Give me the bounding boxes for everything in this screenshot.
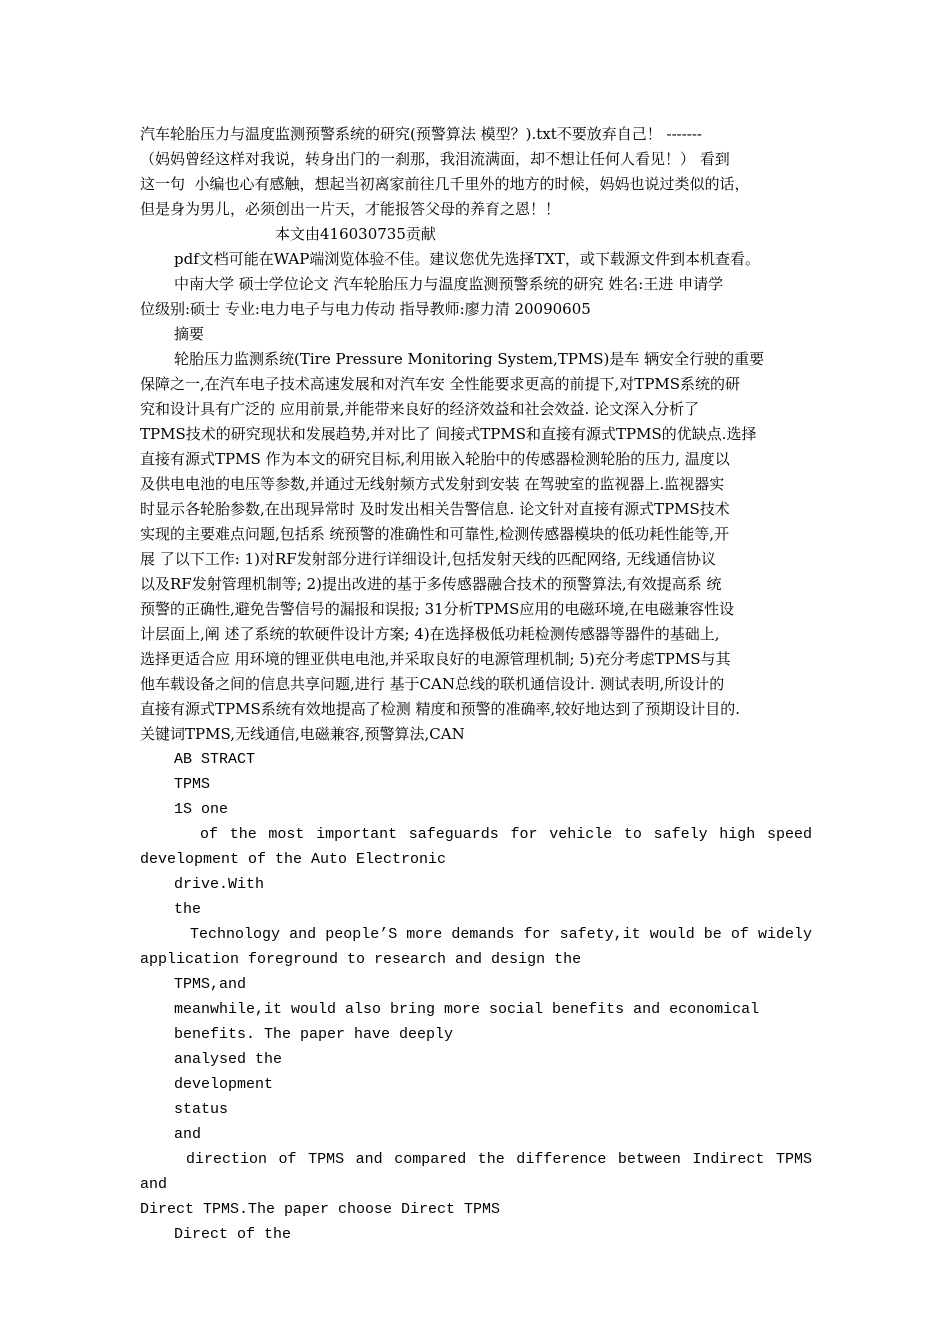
english-abstract-heading: AB STRACT (174, 751, 256, 768)
abstract-line: 选择更适合应 用环境的锂亚供电电池,并采取良好的电源管理机制; 5)充分考虑TPMS与其 (140, 650, 731, 668)
english-line: direction of TPMS and compared the difference between Indirect TPMS and (140, 1151, 822, 1193)
abstract-body (140, 347, 812, 747)
english-line: status (174, 1101, 229, 1118)
thesis-meta-line-1: 中南大学 硕士学位论文 汽车轮胎压力与温度监测预警系统的研究 姓名:王进 申请学 (174, 275, 724, 293)
english-line: and (174, 1126, 202, 1143)
abstract-line: 究和设计具有广泛的 应用前景,并能带来良好的经济效益和社会效益. 论文深入分析了 (140, 400, 700, 418)
english-line: benefits. The paper have deeply (174, 1026, 454, 1043)
credit-line: 本文由416030735贡献 (275, 225, 436, 243)
document-page (140, 122, 822, 1247)
abstract-line: 计层面上,阐 述了系统的软硬件设计方案; 4)在选择极低功耗检测传感器等器件的基础上, (140, 625, 720, 643)
pdf-notice: pdf文档可能在WAP端浏览体验不佳。建议您优先选择TXT，或下载源文件到本机查看。 (174, 250, 761, 268)
english-line: application foreground to research and design the (140, 951, 582, 968)
intro-line-3: 这一句 小编也心有感触，想起当初离家前往几千里外的地方的时候，妈妈也说过类似的话， (140, 175, 750, 193)
abstract-line: 展 了以下工作: 1)对RF发射部分进行详细设计,包括发射天线的匹配网络, 无线通信协议 (140, 550, 716, 568)
english-line: Direct TPMS.The paper choose Direct TPMS (140, 1201, 501, 1218)
abstract-line: 预警的正确性,避免告警信号的漏报和误报; 31分析TPMS应用的电磁环境,在电磁兼容性设 (140, 600, 735, 618)
english-line: drive.With (174, 876, 265, 893)
intro-line-2: （妈妈曾经这样对我说，转身出门的一刹那，我泪流满面，却不想让任何人看见！） 看到 (140, 150, 730, 168)
intro-line-1: 汽车轮胎压力与温度监测预警系统的研究(预警算法 模型？).txt不要放弃自己！ ------- (140, 125, 703, 143)
keywords-line: 关键词TPMS,无线通信,电磁兼容,预警算法,CAN (140, 725, 465, 743)
abstract-line: 及供电电池的电压等参数,并通过无线射频方式发射到安装 在驾驶室的监视器上.监视器实 (140, 475, 725, 493)
thesis-meta-line-2: 位级别:硕士 专业:电力电子与电力传动 指导教师:廖力清 20090605 (140, 300, 591, 318)
abstract-line: 保障之一,在汽车电子技术高速发展和对汽车安 全性能要求更高的前提下,对TPMS系统的研 (140, 375, 741, 393)
english-line: of the most important safeguards for vehicle to safely high speed (200, 826, 812, 843)
english-line: 1S one (174, 801, 229, 818)
english-abstract (140, 747, 822, 1247)
english-line: TPMS (174, 776, 211, 793)
abstract-line: 直接有源式TPMS 作为本文的研究目标,利用嵌入轮胎中的传感器检测轮胎的压力, 温度以 (140, 450, 730, 468)
abstract-line: 实现的主要难点问题,包括系 统预警的准确性和可靠性,检测传感器模块的低功耗性能等,开 (140, 525, 730, 543)
english-line: Technology and people’S more demands for safety,it would be of widely (190, 926, 812, 943)
abstract-line: 轮胎压力监测系统(Tire Pressure Monitoring System,TPMS)是车 辆安全行驶的重要 (174, 350, 765, 368)
english-line: meanwhile,it would also bring more social benefits and economical (174, 1001, 760, 1018)
english-line: development (174, 1076, 274, 1093)
abstract-line: 他车载设备之间的信息共享问题,进行 基于CAN总线的联机通信设计. 测试表明,所设计的 (140, 675, 725, 693)
abstract-heading: 摘要 (174, 325, 205, 343)
abstract-line: 时显示各轮胎参数,在出现异常时 及时发出相关告警信息. 论文针对直接有源式TPMS技术 (140, 500, 730, 518)
abstract-line: 以及RF发射管理机制等; 2)提出改进的基于多传感器融合技术的预警算法,有效提高系 统 (140, 575, 722, 593)
abstract-line: 直接有源式TPMS系统有效地提高了检测 精度和预警的准确率,较好地达到了预期设计目的. (140, 700, 741, 718)
intro-line-4: 但是身为男儿，必须创出一片天，才能报答父母的养育之恩！！ (140, 200, 561, 218)
english-line: Direct of the (174, 1226, 292, 1243)
english-line: development of the Auto Electronic (140, 851, 447, 868)
english-line: TPMS,and (174, 976, 247, 993)
english-line: the (174, 901, 202, 918)
english-line: analysed the (174, 1051, 283, 1068)
abstract-line: TPMS技术的研究现状和发展趋势,并对比了 间接式TPMS和直接有源式TPMS的优缺点.选择 (140, 425, 757, 443)
